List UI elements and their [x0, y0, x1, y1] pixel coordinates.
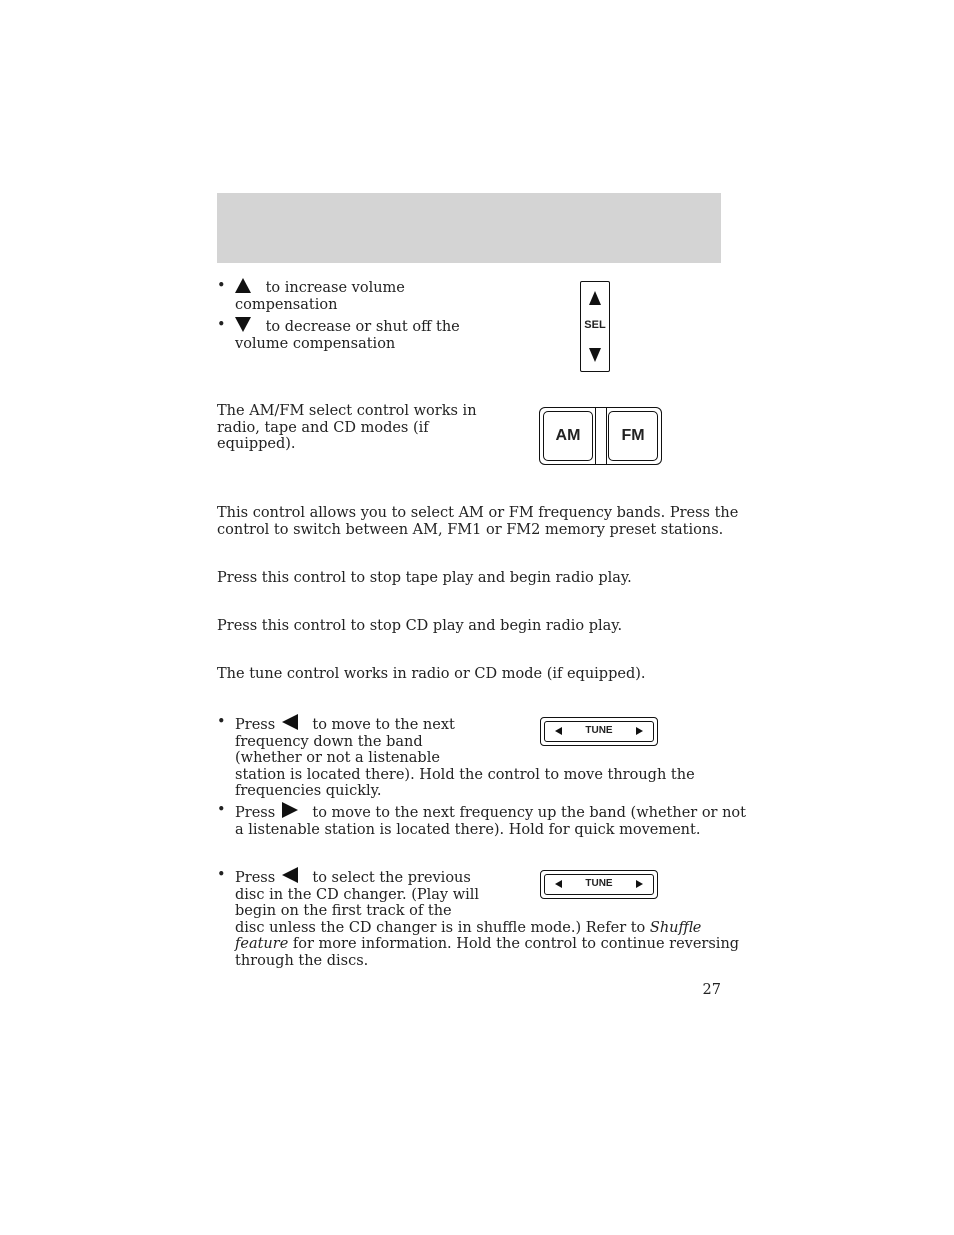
right-arrow-icon — [636, 727, 643, 735]
amfm-line-3: equipped). — [217, 436, 296, 452]
tune-label: TUNE — [585, 725, 613, 736]
up-arrow-icon — [235, 278, 251, 293]
tune-down-line-4: station is located there). Hold the control to move through the — [235, 766, 695, 783]
tune-down-line-5: frequencies quickly. — [235, 783, 382, 799]
volume-decrease-text: to decrease or shut off the — [265, 319, 460, 335]
amfm-line-1: The AM/FM select control works in — [217, 403, 477, 419]
cd-prev-line-4: disc unless the CD changer is in shuffle mode.) Refer to — [235, 919, 650, 936]
sel-label: SEL — [584, 319, 606, 331]
volume-decrease-item — [235, 317, 460, 352]
amfm-line-2: radio, tape and CD modes (if — [217, 419, 429, 436]
press-label: Press — [235, 717, 276, 733]
key-divider — [595, 408, 607, 464]
volume-decrease-text-2: volume compensation — [235, 335, 396, 352]
right-arrow-icon — [282, 802, 298, 818]
press-label: Press — [235, 805, 276, 821]
amfm-radio-line-2: control to switch between AM, FM1 or FM2 memory preset stations. — [217, 521, 724, 538]
left-arrow-icon — [282, 867, 298, 883]
down-arrow-icon — [589, 348, 601, 362]
bullet-dot: • — [217, 802, 226, 818]
tune-up-line-2: a listenable station is located there). Hold for quick movement. — [235, 821, 701, 838]
bullet-dot: • — [217, 317, 226, 333]
tune-up-line-1: to move to the next frequency up the band (whether or not — [312, 805, 746, 821]
tune-down-line-2: frequency down the band — [235, 733, 423, 750]
tune-control-illustration — [540, 717, 658, 746]
amfm-cd-paragraph: Press this control to stop CD play and begin radio play. — [217, 618, 623, 634]
amfm-radio-line-1: This control allows you to select AM or FM frequency bands. Press the — [217, 505, 739, 521]
volume-increase-text: to increase volume — [265, 280, 405, 296]
tune-up-item — [235, 802, 746, 838]
section-header-band — [217, 193, 721, 263]
am-key: AM — [543, 411, 593, 461]
bullet-dot: • — [217, 278, 226, 294]
cd-prev-disc-item — [235, 867, 739, 969]
cd-prev-line-6: through the discs. — [235, 952, 369, 969]
right-arrow-icon — [636, 880, 643, 888]
up-arrow-icon — [589, 291, 601, 305]
tune-down-line-1: to move to the next — [312, 717, 455, 733]
tune-intro: The tune control works in radio or CD mode (if equipped). — [217, 666, 646, 682]
left-arrow-icon — [282, 714, 298, 730]
bullet-dot: • — [217, 714, 226, 730]
tune-down-line-3: (whether or not a listenable — [235, 750, 440, 766]
bullet-dot: • — [217, 867, 226, 883]
fm-key: FM — [608, 411, 658, 461]
sel-control-illustration — [580, 281, 610, 372]
shuffle-reference: Shuffle — [649, 919, 702, 936]
feature-reference: feature — [235, 936, 289, 952]
tune-control-illustration — [540, 870, 658, 899]
volume-increase-item — [235, 278, 405, 313]
amfm-control-illustration — [539, 407, 662, 465]
tune-label: TUNE — [585, 878, 613, 889]
page-number: 27 — [702, 982, 721, 998]
cd-prev-line-5: for more information. Hold the control to continue reversing — [288, 936, 740, 952]
cd-prev-line-1: to select the previous — [312, 870, 471, 886]
amfm-tape-paragraph: Press this control to stop tape play and begin radio play. — [217, 570, 632, 586]
down-arrow-icon — [235, 317, 251, 332]
cd-prev-line-3: begin on the first track of the — [235, 903, 452, 919]
volume-increase-text-2: compensation — [235, 296, 338, 313]
press-label: Press — [235, 870, 276, 886]
amfm-paragraph — [217, 403, 477, 453]
amfm-radio-paragraph — [217, 505, 738, 538]
cd-prev-line-2: disc in the CD changer. (Play will — [235, 886, 480, 903]
